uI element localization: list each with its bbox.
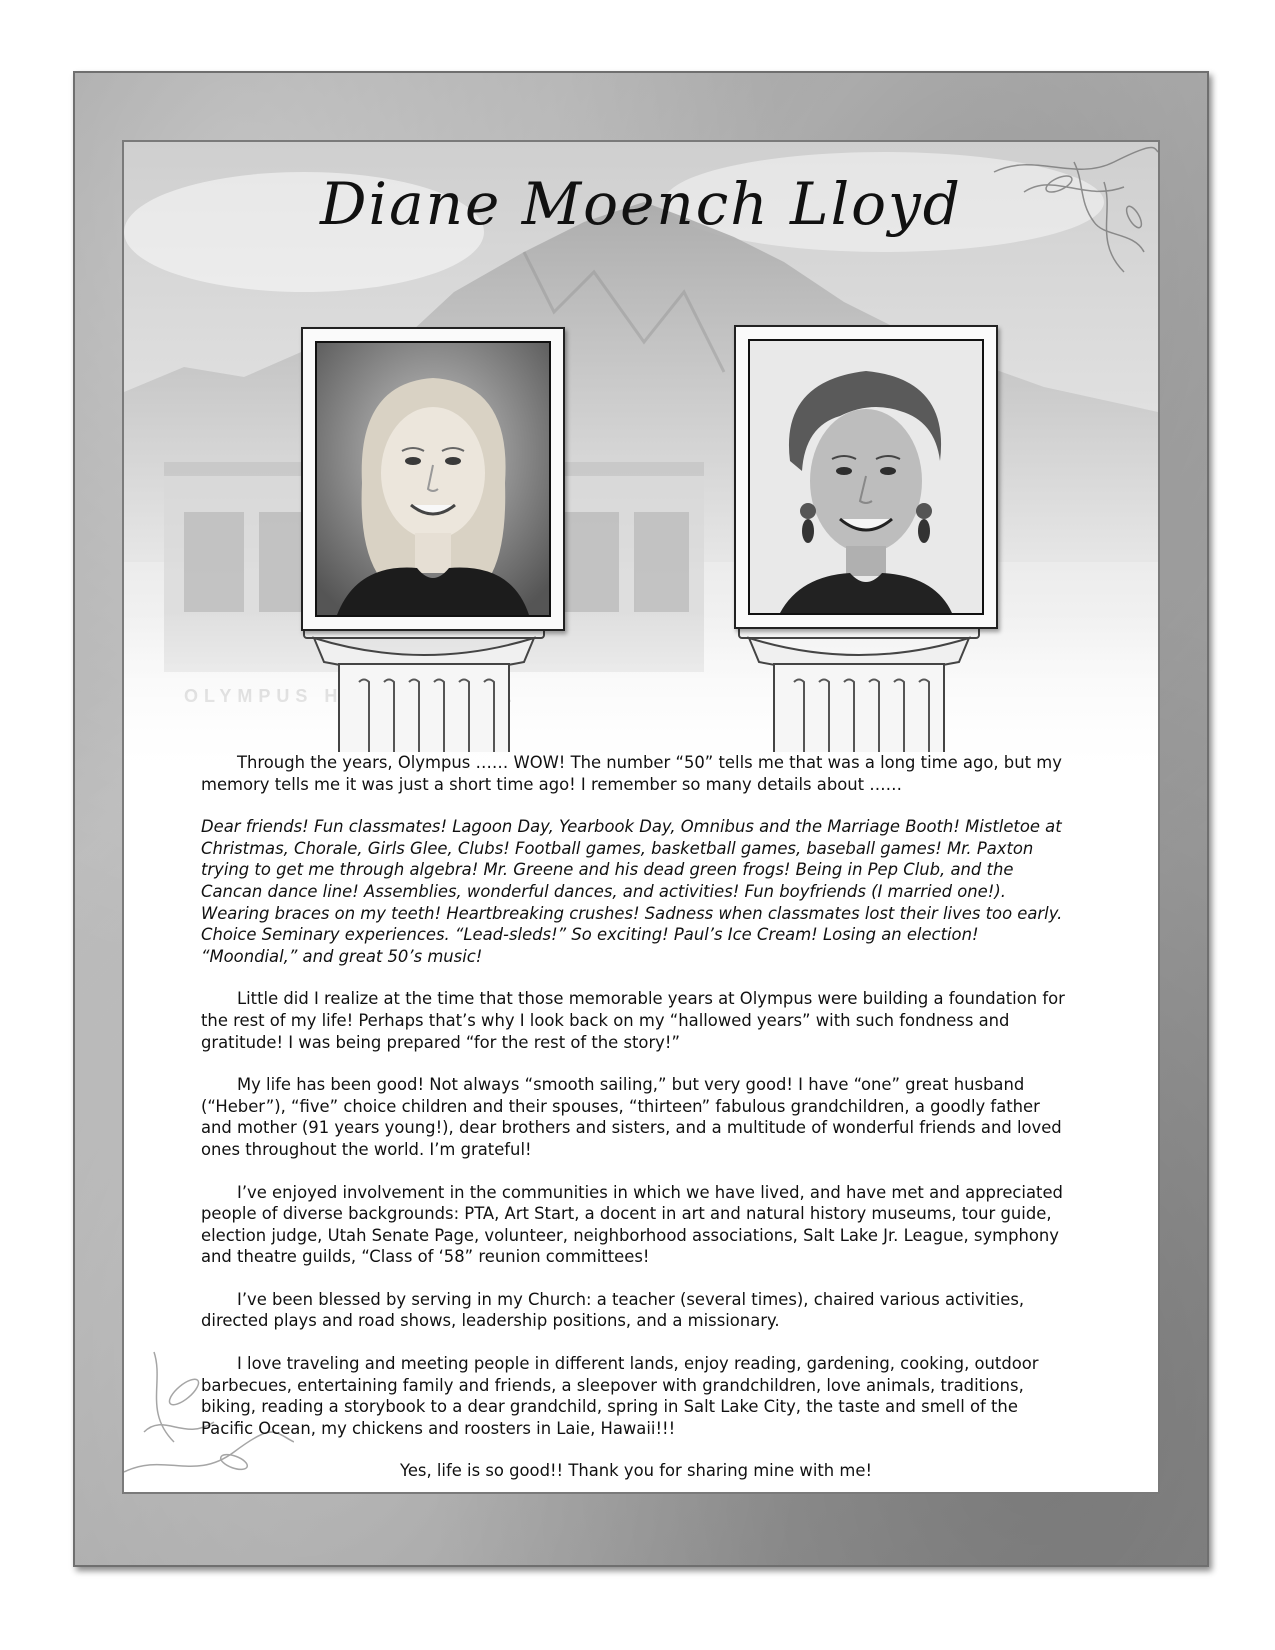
closing-line: Yes, life is so good!! Thank you for sharing mine with me! bbox=[399, 1461, 873, 1481]
paragraph-intro: Through the years, Olympus …… WOW! The number “50” tells me that was a long time ago, but my memory tells me it was just a short time ago! I remember so many details about …… bbox=[201, 753, 1062, 794]
biography-text bbox=[201, 752, 1071, 1494]
paragraph-church: I’ve been blessed by serving in my Church: a teacher (several times), chaired various activities, directed plays and road shows, leadership positions, and a missionary. bbox=[201, 1289, 1025, 1331]
paragraph-interests: I love traveling and meeting people in different lands, enjoy reading, gardening, cooking, outdoor barbecues, entertaining family and friends, a sleepover with grandchildren, love animals, traditions, biking, reading a storybook to a dear grandchild, spring in Salt Lake City, the taste and smell of the Pacific Ocean, my chickens and roosters in Laie, Hawaii!!! bbox=[201, 1354, 1039, 1438]
current-portrait bbox=[748, 339, 984, 615]
photo-frame-left bbox=[301, 327, 565, 631]
page-title: Diane Moench Lloyd bbox=[320, 170, 962, 238]
paragraph-community: I’ve enjoyed involvement in the communities in which we have lived, and have met and appreciated people of diverse backgrounds: PTA, Art Start, a docent in art and natural history museums, tour guide, election judge, Utah Senate Page, volunteer, neighborhood associations, Salt Lake Jr. League, symphony and theatre guilds, “Class of ‘58” reunion committees! bbox=[201, 1182, 1063, 1267]
content-panel bbox=[122, 140, 1160, 1494]
page-frame bbox=[73, 71, 1209, 1567]
paragraph-family: My life has been good! Not always “smooth sailing,” but very good! I have “one” great husband (“Heber”), “five” choice children and their spouses, “thirteen” fabulous grandchildren, a goodly father and mother (91 years young!), dear brothers and sisters, and a multitude of wonderful friends and loved ones throughout the world. I’m grateful! bbox=[201, 1075, 1062, 1159]
paragraph-foundation: Little did I realize at the time that those memorable years at Olympus were building a foundation for the rest of my life! Perhaps that’s why I look back on my “hallowed years” with such fondness and gratitude! I was being prepared “for the rest of the story!” bbox=[201, 989, 1065, 1052]
yearbook-portrait bbox=[315, 341, 551, 617]
photo-frame-right bbox=[734, 325, 998, 629]
paragraph-memories: Dear friends! Fun classmates! Lagoon Day, Yearbook Day, Omnibus and the Marriage Booth! Mistletoe at Christmas, Chorale, Girls Glee, Clubs! Football games, basketball games, baseball games! Mr. Paxton trying to get me through algebra! Mr. Greene and his dead green frogs! Being in Pep Club, and the Cancan dance line! Assemblies, wonderful dances, and activities! Fun boyfriends (I married one!). Wearing braces on my teeth! Heartbreaking crushes! Sadness when classmates lost their lives too early. Choice Seminary experiences. “Lead-sleds!” So exciting! Paul’s Ice Cream! Losing an election! “Moondial,” and great 50’s music! bbox=[201, 817, 1063, 966]
